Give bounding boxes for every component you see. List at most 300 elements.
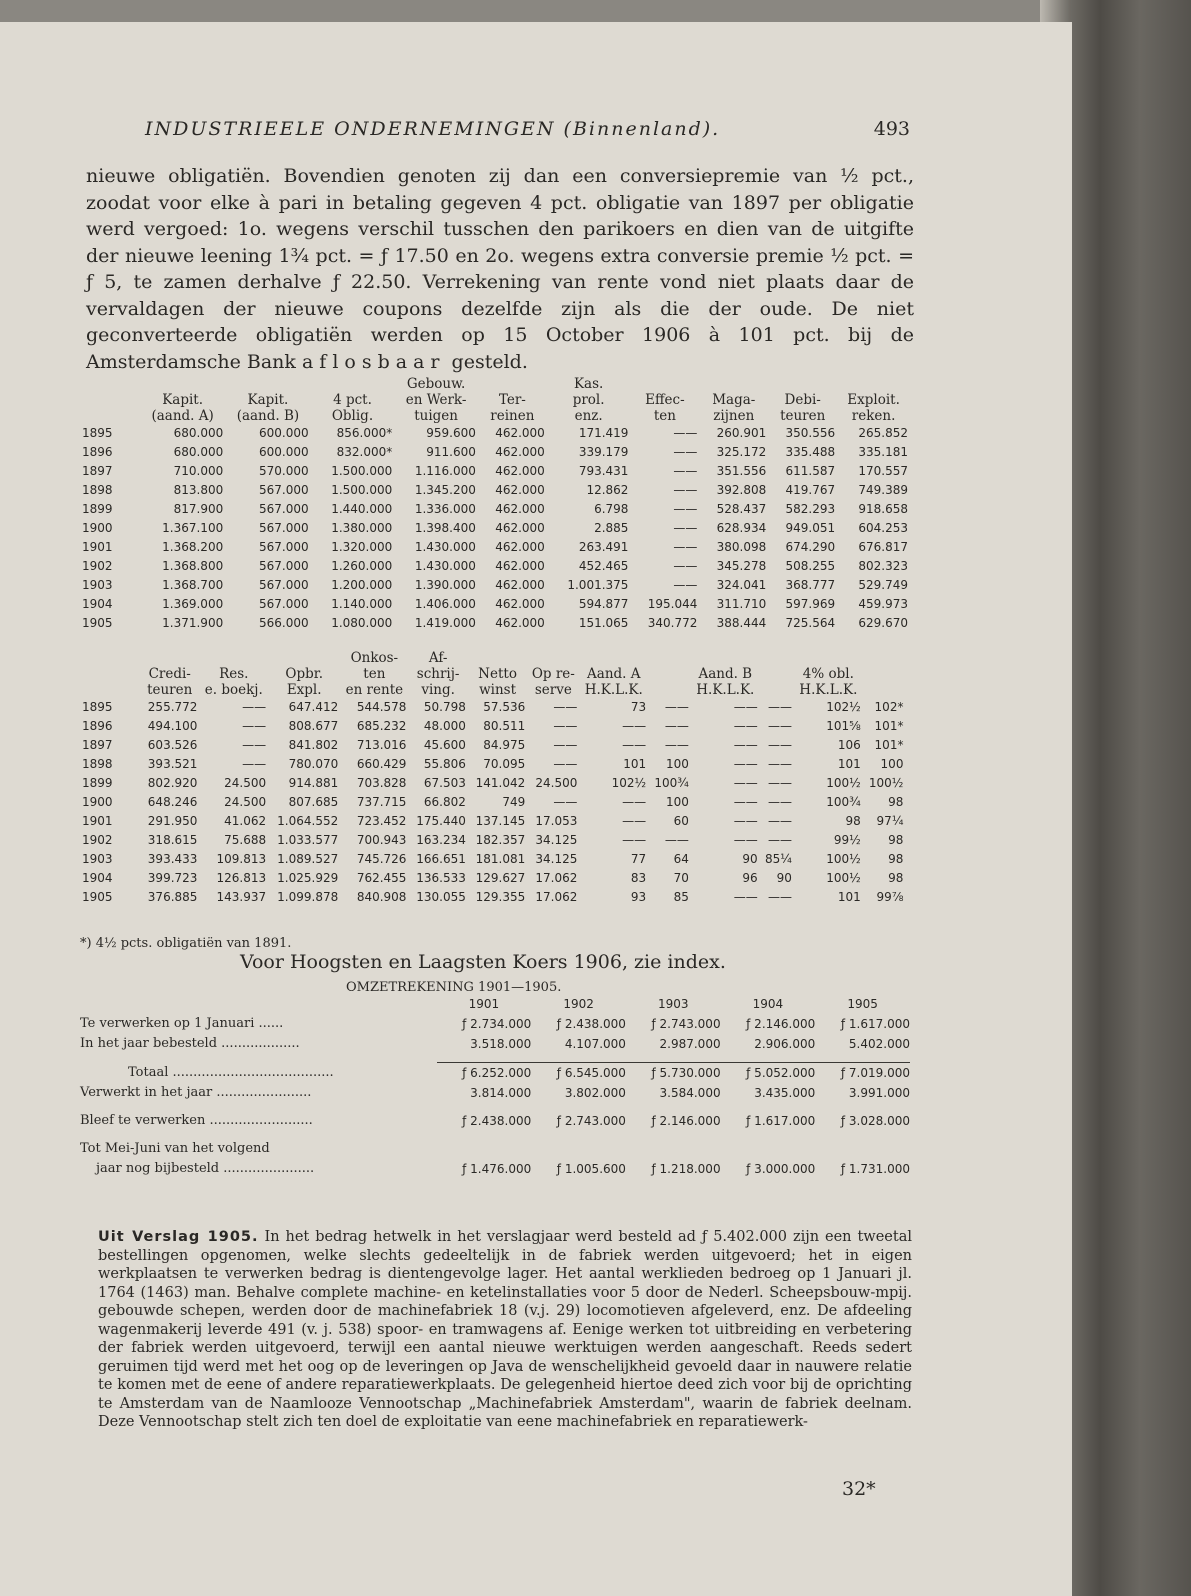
table-cell: 1.336.000 <box>414 502 476 516</box>
intro-end: gesteld. <box>451 350 528 373</box>
table-cell: 195.044 <box>647 597 698 611</box>
column-header: Oblig. <box>331 408 374 424</box>
table-cell: 1.368.700 <box>162 578 224 592</box>
table-cell: 318.615 <box>147 833 198 847</box>
omzet-row <box>80 1063 910 1084</box>
omzet-label: jaar nog bijbesteld ...................... <box>96 1161 315 1176</box>
omzet-value: ƒ 2.438.000 <box>556 1017 626 1031</box>
table-cell: 351.556 <box>716 464 767 478</box>
table-cell: 1.001.375 <box>567 578 629 592</box>
omzet-value: 3.991.000 <box>848 1086 910 1100</box>
table-cell: 1.099.878 <box>277 890 339 904</box>
table-cell: 57.536 <box>483 700 526 714</box>
table-cell: 100 <box>665 795 689 809</box>
table-cell: —— <box>733 776 758 790</box>
omzet-label: Tot Mei-Juni van het volgend <box>80 1141 270 1156</box>
table-cell: 1.089.527 <box>277 852 339 866</box>
table-cell: 129.355 <box>475 890 526 904</box>
table-cell: 1.390.000 <box>414 578 476 592</box>
column-header <box>268 650 340 666</box>
header-row <box>80 392 910 408</box>
table-cell: 265.852 <box>858 426 908 440</box>
column-header <box>80 408 140 424</box>
table-cell: 676.817 <box>858 540 908 554</box>
intro-paragraph <box>86 163 914 375</box>
omzet-gap-cell <box>80 1054 910 1063</box>
column-header <box>905 650 910 666</box>
table-cell: 567.000 <box>259 559 309 573</box>
column-header <box>648 682 691 698</box>
table-cell: 100 <box>880 757 904 771</box>
omzet-label: Te verwerken op 1 Januari ...... <box>80 1016 284 1031</box>
omzet-value: ƒ 1.218.000 <box>651 1162 721 1176</box>
table-cell: —— <box>673 426 698 440</box>
table-row <box>80 576 910 595</box>
table-cell: 339.179 <box>578 445 629 459</box>
table-cell: —— <box>733 700 758 714</box>
table-cell: 182.357 <box>475 833 526 847</box>
year-cell: 1896 <box>82 719 113 733</box>
omzet-year: 1903 <box>657 997 689 1011</box>
table-cell: 1.440.000 <box>331 502 393 516</box>
table-cell: 34.125 <box>535 852 578 866</box>
table-cell: 101 <box>837 757 861 771</box>
table-cell: 462.000 <box>495 445 545 459</box>
table-cell: —— <box>622 738 647 752</box>
table-cell: 737.715 <box>356 795 407 809</box>
column-header <box>311 376 395 392</box>
table-row <box>80 793 910 812</box>
table-cell: —— <box>673 559 698 573</box>
column-header: schrij- <box>416 666 460 682</box>
table-cell: 1.430.000 <box>414 540 476 554</box>
table-cell: 1.320.000 <box>331 540 393 554</box>
table-cell: 100¾ <box>654 776 689 790</box>
table-cell: 494.100 <box>147 719 198 733</box>
table-cell: 841.802 <box>288 738 339 752</box>
table-cell: —— <box>733 719 758 733</box>
table-cell: 98 <box>888 852 904 866</box>
column-header: Debi- <box>784 392 821 408</box>
table-cell: 802.323 <box>858 559 908 573</box>
verslag-text: In het bedrag hetwelk in het verslagjaar werd besteld ad ƒ 5.402.000 zijn een tweetal bestellingen opgenomen, welke slechts gedeeltelijk in de fabriek werden uitgevoerd; het in eigen werkplaatsen te verwerken bedrag is dientengevolge lager. Het aantal werklieden bedroeg op 1 Januari jl. 1764 (1463) man. Behalve complete machine- en ketelinstallaties voor 5 door de Nederl. Scheepsbouw-mpij. gebouwde schepen, werden door de machinefabriek 18 (v.j. 29) locomotieven afgeleverd, enz. De afdeeling wagenmakerij leverde 491 (v. j. 538) spoor- en tramwagens af. Eenige werken tot uitbreiding en verbetering der fabriek werden uitgevoerd, terwijl een aantal nieuwe werktuigen werden aangeschaft. Reeds sedert geruimen tijd werd met het oog op de leveringen op Java de wenschelijkheid gevoeld daar in nauwere relatie te komen met de eene of andere reparatiewerkplaats. De gelegenheid hiertoe deed zich voor bij de oprichting te Amsterdam van de Naamlooze Vennootschap „Machinefabriek Amsterdam", waarin de fabriek deelnam. Deze Vennootschap stelt zich ten doel de exploitatie van eene machinefabriek en reparatiewerk- <box>98 1229 912 1430</box>
table-cell: 392.808 <box>716 483 767 497</box>
table-cell: 175.440 <box>416 814 466 828</box>
omzet-gap <box>80 1131 910 1139</box>
koers-note: Voor Hoogsten en Laagsten Koers 1906, zie index. <box>240 951 726 973</box>
table-cell: 129.627 <box>475 871 526 885</box>
table-cell: 1.500.000 <box>331 464 393 478</box>
table-cell: 567.000 <box>259 483 309 497</box>
table-cell: 462.000 <box>495 464 545 478</box>
table-cell: 143.937 <box>216 890 267 904</box>
table-cell: —— <box>767 833 792 847</box>
column-header: enz. <box>574 408 603 424</box>
table-cell: 660.429 <box>356 757 407 771</box>
column-header: teuren <box>147 682 193 698</box>
table-cell: 24.500 <box>224 776 267 790</box>
table-cell: 685.232 <box>356 719 407 733</box>
table-cell: —— <box>664 833 689 847</box>
table-cell: —— <box>622 833 647 847</box>
table-cell: 106 <box>837 738 861 752</box>
table-cell: —— <box>673 578 698 592</box>
table-cell: —— <box>733 814 758 828</box>
table-cell: 462.000 <box>495 559 545 573</box>
year-cell: 1899 <box>82 776 113 790</box>
table-cell: —— <box>673 483 698 497</box>
table-cell: 17.062 <box>535 890 578 904</box>
table-cell: 1.064.552 <box>277 814 339 828</box>
year-cell: 1904 <box>82 597 113 611</box>
omzet-title: OMZETREKENING 1901—1905. <box>346 980 562 995</box>
table-cell: 90 <box>742 852 758 866</box>
omzet-value: ƒ 1.617.000 <box>746 1114 816 1128</box>
table-cell: 98 <box>888 871 904 885</box>
table-cell: 959.600 <box>426 426 476 440</box>
table-cell: 48.000 <box>423 719 466 733</box>
table-cell: 393.433 <box>147 852 198 866</box>
omzet-value: 3.435.000 <box>754 1086 816 1100</box>
table-cell: 1.430.000 <box>414 559 476 573</box>
table-cell: 462.000 <box>495 502 545 516</box>
column-header <box>80 392 140 408</box>
column-header <box>80 666 140 682</box>
table-row <box>80 831 910 850</box>
table-row <box>80 500 910 519</box>
table-cell: 1.033.577 <box>277 833 339 847</box>
table-row <box>80 717 910 736</box>
column-header: Onkos- <box>350 650 399 666</box>
table-cell: 325.172 <box>716 445 767 459</box>
column-header <box>691 650 760 666</box>
table-cell: 832.000* <box>336 445 393 459</box>
column-header: teuren <box>780 408 826 424</box>
omzet-value: ƒ 3.000.000 <box>746 1162 816 1176</box>
column-header <box>80 650 140 666</box>
intro-spaced-word: aflosbaar <box>301 350 446 373</box>
column-header: Exploit. <box>847 392 900 408</box>
table-cell: 1.368.200 <box>162 540 224 554</box>
table-row <box>80 869 910 888</box>
omzet-value: 4.107.000 <box>564 1037 626 1051</box>
table-cell: 1.371.900 <box>162 616 224 630</box>
year-cell: 1898 <box>82 483 113 497</box>
table-cell: 141.042 <box>475 776 526 790</box>
table-cell: 1.367.100 <box>162 521 224 535</box>
table-cell: 1.345.200 <box>414 483 476 497</box>
table-cell: 1.380.000 <box>331 521 393 535</box>
header-row <box>80 650 910 666</box>
omzet-value: ƒ 2.146.000 <box>651 1114 721 1128</box>
table-cell: 324.041 <box>716 578 767 592</box>
table-cell: —— <box>767 890 792 904</box>
table-cell: —— <box>673 502 698 516</box>
running-head-title: INDUSTRIEELE ONDERNEMINGEN (Binnenland). <box>145 118 721 140</box>
omzet-row <box>80 1139 910 1159</box>
column-header <box>863 682 906 698</box>
column-header: en rente <box>345 682 404 698</box>
table-cell: —— <box>733 795 758 809</box>
table-cell: —— <box>673 521 698 535</box>
table-cell: 674.290 <box>785 540 836 554</box>
omzet-value: ƒ 2.438.000 <box>462 1114 532 1128</box>
table-cell: 6.798 <box>594 502 629 516</box>
table-cell: 628.934 <box>716 521 767 535</box>
table-row <box>80 462 910 481</box>
column-header <box>80 376 140 392</box>
table-cell: —— <box>673 445 698 459</box>
column-header <box>225 376 310 392</box>
table-cell: 462.000 <box>495 521 545 535</box>
verslag-section <box>98 1228 912 1432</box>
table-cell: 419.767 <box>785 483 836 497</box>
column-header: reinen <box>490 408 535 424</box>
table-cell: 163.234 <box>416 833 466 847</box>
column-header <box>630 376 699 392</box>
table-cell: 949.051 <box>785 521 836 535</box>
table-cell: 109.813 <box>216 852 267 866</box>
page-number: 493 <box>873 118 910 140</box>
table-cell: 582.293 <box>785 502 836 516</box>
table-cell: 311.710 <box>716 597 767 611</box>
omzet-row <box>80 1159 910 1179</box>
table-cell: 24.500 <box>224 795 267 809</box>
table-cell: —— <box>673 540 698 554</box>
table-cell: 83 <box>630 871 647 885</box>
table-cell: —— <box>553 700 578 714</box>
omzet-row <box>80 1111 910 1131</box>
table-cell: 70 <box>673 871 689 885</box>
table-cell: —— <box>767 776 792 790</box>
column-header: Res. <box>219 666 249 682</box>
intro-text: nieuwe obligatiën. Bovendien genoten zij dan een conversiepremie van ½ pct., zoodat voor elke à pari in betaling gegeven 4 pct. obligatie van 1897 per obligatie werd vergoed: 1o. wegens verschil tusschen den parikoers en dien van de uitgifte der nieuwe leening 1¾ pct. = ƒ 17.50 en 2o. wegens extra conversie premie ½ pct. = ƒ 5, te zamen derhalve ƒ 22.50. Verrekening van rente vond niet plaats daar de vervaldagen der nieuwe coupons dezelfde zijn als die der oude. De niet geconverteerde obligatiën werden op 15 October 1906 à 101 pct. bij de Amsterdamsche Bank <box>86 165 914 373</box>
table-cell: 570.000 <box>259 464 309 478</box>
table-cell: 66.802 <box>423 795 466 809</box>
column-header <box>478 376 547 392</box>
table-cell: 462.000 <box>495 483 545 497</box>
table-cell: 335.181 <box>858 445 908 459</box>
table-cell: 99⅞ <box>876 890 904 904</box>
table-cell: —— <box>664 738 689 752</box>
table-cell: 1.080.000 <box>331 616 393 630</box>
omzet-label: In het jaar bebesteld ................... <box>80 1036 300 1051</box>
table-row <box>80 812 910 831</box>
omzet-value: 3.584.000 <box>659 1086 721 1100</box>
omzet-value: ƒ 2.146.000 <box>746 1017 816 1031</box>
omzet-value <box>437 1139 532 1159</box>
table-cell: 136.533 <box>416 871 466 885</box>
table-cell: —— <box>242 757 267 771</box>
year-cell: 1900 <box>82 795 113 809</box>
table-cell: 102½ <box>826 700 861 714</box>
table-row <box>80 519 910 538</box>
table-cell: 1.406.000 <box>414 597 476 611</box>
column-header <box>837 376 910 392</box>
scan-top-edge <box>0 0 1191 22</box>
table-cell: 749 <box>502 795 526 809</box>
table-cell: 544.578 <box>356 700 407 714</box>
table-cell: —— <box>242 738 267 752</box>
table-cell: 462.000 <box>495 616 545 630</box>
table-cell: 335.488 <box>785 445 836 459</box>
table-cell: 101⅝ <box>826 719 861 733</box>
table-cell: 84.975 <box>483 738 526 752</box>
table-cell: —— <box>767 814 792 828</box>
year-cell: 1903 <box>82 578 113 592</box>
table-cell: 567.000 <box>259 578 309 592</box>
column-header: Netto <box>478 666 517 682</box>
table-cell: —— <box>767 738 792 752</box>
table-cell: 64 <box>673 852 689 866</box>
table-cell: 350.556 <box>785 426 836 440</box>
omzet-value: ƒ 5.052.000 <box>721 1063 816 1084</box>
table-cell: 181.081 <box>475 852 526 866</box>
column-header: zijnen <box>713 408 755 424</box>
omzet-value: ƒ 2.734.000 <box>462 1017 532 1031</box>
table-cell: 90 <box>776 871 792 885</box>
table-cell: —— <box>242 700 267 714</box>
omzet-value: 2.987.000 <box>659 1037 721 1051</box>
table-cell: 648.246 <box>147 795 198 809</box>
column-header: Op re- <box>531 666 575 682</box>
balance-table <box>80 376 910 633</box>
table-cell: —— <box>733 738 758 752</box>
table-cell: —— <box>733 890 758 904</box>
omzet-row <box>80 1083 910 1103</box>
balance-table-head <box>80 376 910 424</box>
omzet-value <box>815 1139 910 1159</box>
column-header: winst <box>479 682 517 698</box>
column-header: reken. <box>851 408 896 424</box>
table-cell: 75.688 <box>224 833 267 847</box>
signature-mark: 32* <box>842 1478 876 1500</box>
table-cell: 73 <box>630 700 647 714</box>
table-cell: 50.798 <box>423 700 466 714</box>
table-row <box>80 595 910 614</box>
table-cell: 793.431 <box>578 464 629 478</box>
table-cell: 17.062 <box>535 871 578 885</box>
column-header <box>648 650 691 666</box>
table-cell: 93 <box>630 890 647 904</box>
omzet-value: ƒ 1.005.600 <box>556 1162 626 1176</box>
table-cell: 508.255 <box>785 559 836 573</box>
omzet-value: ƒ 1.476.000 <box>462 1162 532 1176</box>
results-table-head <box>80 650 910 698</box>
table-cell: 98 <box>888 833 904 847</box>
table-cell: 100½ <box>826 871 861 885</box>
column-header <box>140 650 199 666</box>
omzet-value: ƒ 3.028.000 <box>840 1114 910 1128</box>
table-cell: 918.658 <box>858 502 908 516</box>
table-cell: 291.950 <box>147 814 198 828</box>
table-cell: 77 <box>630 852 647 866</box>
column-header <box>760 682 794 698</box>
omzet-value: ƒ 1.617.000 <box>840 1017 910 1031</box>
table-cell: 60 <box>673 814 689 828</box>
table-row <box>80 774 910 793</box>
column-header <box>863 650 906 666</box>
table-cell: 452.465 <box>578 559 629 573</box>
column-header: tuigen <box>414 408 458 424</box>
table-cell: —— <box>733 833 758 847</box>
table-cell: —— <box>622 719 647 733</box>
table-cell: 98 <box>888 795 904 809</box>
column-header <box>140 376 225 392</box>
column-header: ving. <box>421 682 455 698</box>
table-cell: 604.253 <box>858 521 908 535</box>
table-cell: 567.000 <box>259 540 309 554</box>
table-cell: 100¾ <box>826 795 861 809</box>
omzet-gap <box>80 1103 910 1111</box>
table-cell: 80.511 <box>483 719 526 733</box>
omzet-value: 5.402.000 <box>848 1037 910 1051</box>
omzet-value: ƒ 2.743.000 <box>651 1017 721 1031</box>
table-cell: 528.437 <box>716 502 767 516</box>
table-cell: 629.670 <box>858 616 908 630</box>
omzet-value <box>721 1139 816 1159</box>
omzet-value: 3.802.000 <box>564 1086 626 1100</box>
verslag-title: Uit Verslag 1905. <box>98 1229 259 1245</box>
column-header: en Werk- <box>405 392 467 408</box>
table-cell: 1.398.400 <box>414 521 476 535</box>
omzet-gap-cell <box>80 1131 910 1139</box>
table-cell: 462.000 <box>495 597 545 611</box>
column-header <box>80 682 140 698</box>
omzet-label: Totaal ....................................... <box>128 1064 334 1080</box>
table-cell: 41.062 <box>224 814 267 828</box>
column-header: ten <box>653 408 676 424</box>
column-header: (aand. A) <box>151 408 214 424</box>
omzet-value: ƒ 6.252.000 <box>437 1063 532 1084</box>
table-cell: 462.000 <box>495 540 545 554</box>
omzet-year: 1902 <box>563 997 594 1011</box>
year-cell: 1897 <box>82 738 113 752</box>
year-cell: 1903 <box>82 852 113 866</box>
table-cell: 97¼ <box>876 814 904 828</box>
table-cell: 725.564 <box>785 616 836 630</box>
table-cell: 263.491 <box>578 540 629 554</box>
table-row <box>80 755 910 774</box>
table-cell: 376.885 <box>147 890 198 904</box>
table-cell: 700.943 <box>356 833 407 847</box>
table-cell: —— <box>553 719 578 733</box>
table-cell: 762.455 <box>356 871 407 885</box>
omzet-row <box>80 1014 910 1034</box>
table-cell: 99½ <box>833 833 861 847</box>
column-header: Kas. <box>573 376 604 392</box>
omzet-table <box>80 994 910 1179</box>
column-header: prol. <box>572 392 605 408</box>
table-cell: 55.806 <box>423 757 466 771</box>
table-cell: 807.685 <box>288 795 339 809</box>
table-cell: 2.885 <box>594 521 629 535</box>
table-cell: 1.369.000 <box>162 597 224 611</box>
table-row <box>80 538 910 557</box>
table-cell: 567.000 <box>259 502 309 516</box>
omzet-year: 1904 <box>752 997 784 1011</box>
table-cell: 98 <box>845 814 861 828</box>
omzet-value: 3.814.000 <box>470 1086 532 1100</box>
column-header <box>699 376 768 392</box>
table-cell: 802.920 <box>147 776 198 790</box>
column-header <box>794 650 863 666</box>
year-cell: 1896 <box>82 445 113 459</box>
table-cell: 166.651 <box>416 852 466 866</box>
omzet-row <box>80 1034 910 1054</box>
table-cell: 17.053 <box>535 814 578 828</box>
header-row <box>80 376 910 392</box>
